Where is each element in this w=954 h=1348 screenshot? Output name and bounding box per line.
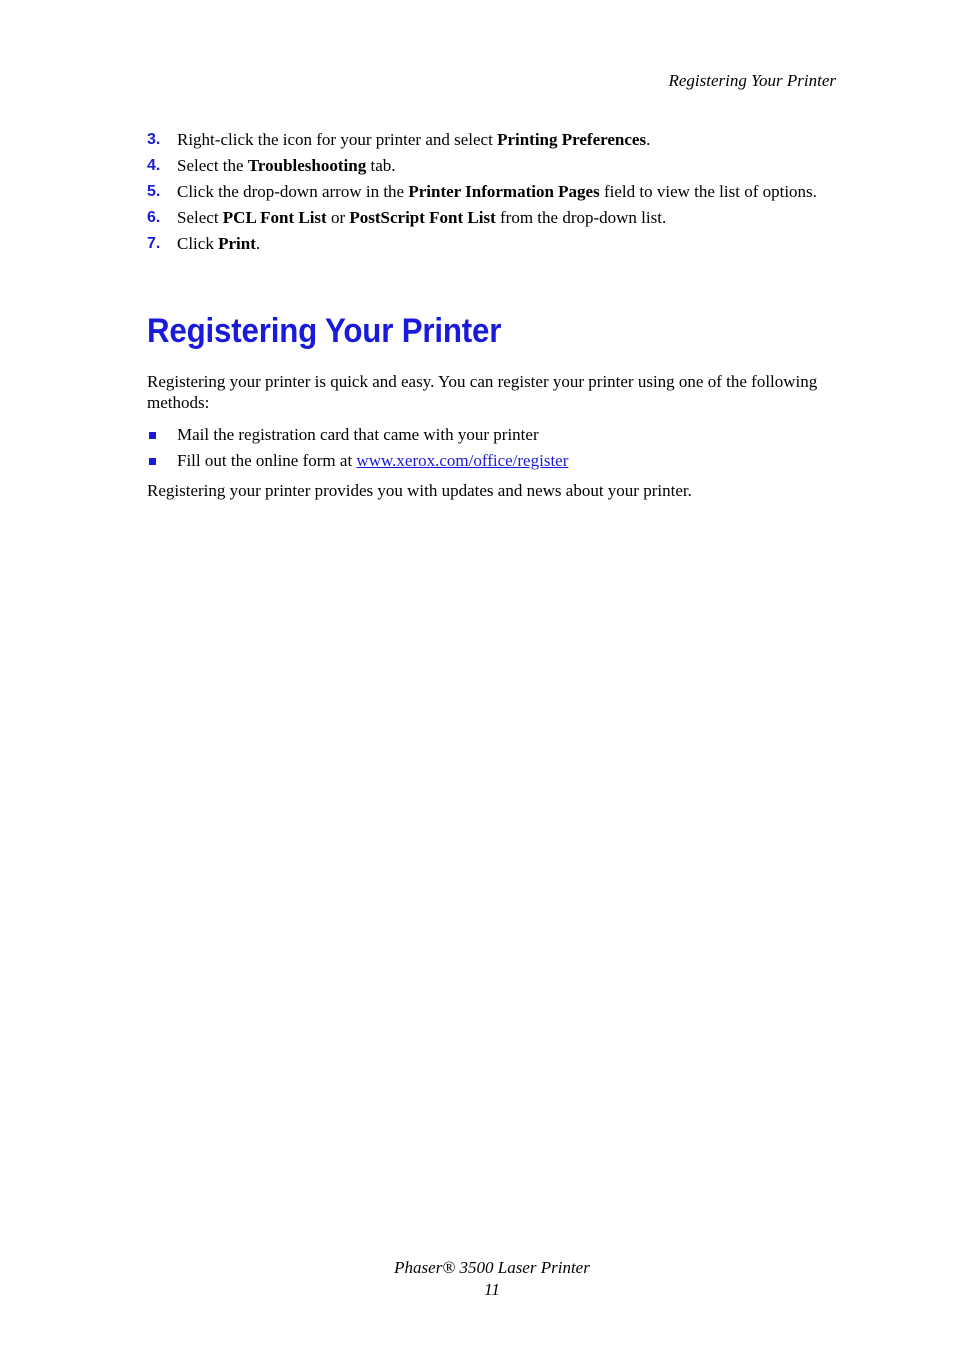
method-list <box>147 424 827 476</box>
step-number: 6. <box>147 209 161 226</box>
closing-paragraph: Registering your printer provides you with updates and news about your printer. <box>147 481 692 500</box>
section-title: Registering Your Printer <box>147 312 502 350</box>
list-item-online <box>147 450 827 472</box>
intro-paragraph: Registering your printer is quick and easy. You can register your printer using one of the following methods: <box>147 372 818 412</box>
step-number: 5. <box>147 183 161 200</box>
step-text-run: Right-click the icon for your printer and select <box>177 130 498 149</box>
ui-term: PCL Font List <box>222 208 327 227</box>
step-text-run: Select the <box>177 156 248 175</box>
step-text <box>177 156 396 175</box>
ui-term: Print <box>218 234 256 253</box>
step-item <box>147 181 827 203</box>
step-text <box>177 130 650 149</box>
ui-term: Printing Preferences <box>497 130 647 149</box>
step-text-run: Select <box>177 208 223 227</box>
ui-term: Printer Information Pages <box>408 182 600 201</box>
square-bullet-icon <box>149 432 156 439</box>
ui-term: PostScript Font List <box>349 208 496 227</box>
procedure-steps <box>147 129 827 259</box>
step-number: 3. <box>147 131 161 148</box>
step-text-run: field to view the list of options. <box>599 182 817 201</box>
step-text-run: tab. <box>366 156 396 175</box>
step-number: 4. <box>147 157 161 174</box>
footer-product: Phaser® 3500 Laser Printer <box>394 1258 590 1277</box>
step-item <box>147 233 827 255</box>
step-item <box>147 207 827 229</box>
running-header: Registering Your Printer <box>668 71 836 90</box>
step-text-run: or <box>326 208 350 227</box>
list-item-mail <box>147 424 827 446</box>
step-text-run: . <box>255 234 261 253</box>
square-bullet-icon <box>149 458 156 465</box>
step-text <box>177 234 260 253</box>
step-text <box>177 182 817 201</box>
step-text-run: from the drop-down list. <box>495 208 667 227</box>
step-number: 7. <box>147 235 161 252</box>
step-item <box>147 155 827 177</box>
bullet-text-mail: Mail the registration card that came with your printer <box>177 425 539 444</box>
page-number: 11 <box>484 1280 500 1299</box>
step-text-run: Click the drop-down arrow in the <box>177 182 409 201</box>
bullet-text-online: Fill out the online form at <box>177 451 357 470</box>
step-item <box>147 129 827 151</box>
step-text <box>177 208 666 227</box>
register-link[interactable]: www.xerox.com/office/register <box>356 451 569 470</box>
step-text-run: . <box>646 130 651 149</box>
ui-term: Troubleshooting <box>247 156 367 175</box>
page-footer <box>0 1257 954 1301</box>
step-text-run: Click <box>177 234 219 253</box>
